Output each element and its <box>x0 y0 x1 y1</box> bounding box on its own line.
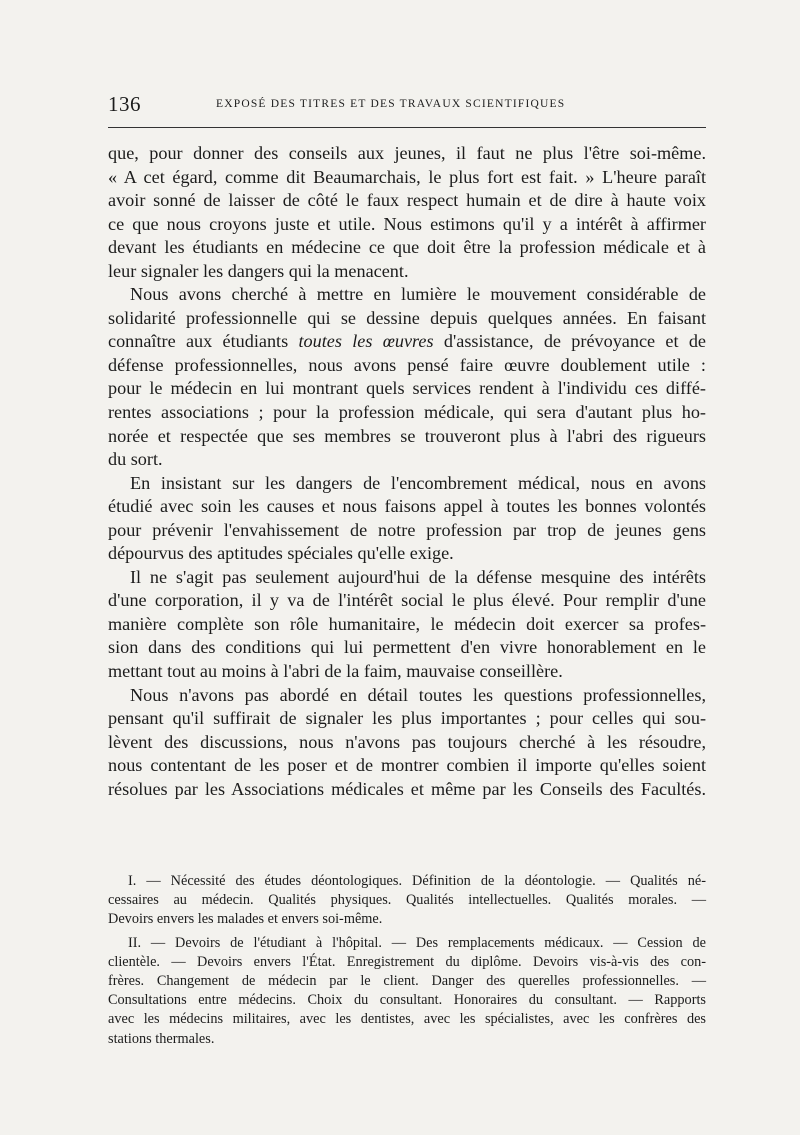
text-fragment: d'assistance, de prévoyance et de <box>433 331 707 352</box>
text-line: étudié avec soin les causes et nous faisons appel à toutes les bonnes volontés <box>108 496 706 517</box>
text-line: devant les étudiants en médecine ce que doit être la profession médicale et à <box>108 237 706 258</box>
text-line: mettant tout au moins à l'abri de la faim, mauvaise conseillère. <box>108 661 563 682</box>
text-line: dépourvus des aptitudes spéciales qu'elle exige. <box>108 543 454 564</box>
paragraph <box>108 283 706 471</box>
paragraph <box>108 472 706 566</box>
text-line: solidarité professionnelle qui se dessine depuis quelques années. En faisant <box>108 307 706 328</box>
italic-phrase: toutes les œuvres <box>298 331 434 352</box>
text-line: rentes associations ; pour la profession médicale, qui sera d'autant plus ho- <box>108 402 706 423</box>
footnote-line: avec les médecins militaires, avec les dentistes, avec les spécialistes, avec les confrères des <box>108 1011 706 1028</box>
footnote-line: stations thermales. <box>108 1030 215 1047</box>
text-line: lèvent des discussions, nous n'avons pas toujours cherché à les résoudre, <box>108 731 706 752</box>
text-line: Nous avons cherché à mettre en lumière le mouvement considérable de <box>130 284 706 305</box>
text-line: « A cet égard, comme dit Beaumarchais, le plus fort est fait. » L'heure paraît <box>108 166 706 187</box>
text-line: Il ne s'agit pas seulement aujourd'hui de la défense mesquine des intérêts <box>130 566 706 587</box>
text-line: pour prévenir l'envahissement de notre profession par trop de jeunes gens <box>108 519 706 540</box>
text-line: sion dans des conditions qui lui permettent d'en vivre honorablement en le <box>108 637 706 658</box>
footnote <box>108 934 706 1049</box>
text-line: manière complète son rôle humanitaire, le médecin doit exercer sa profes- <box>108 613 706 634</box>
paragraph <box>108 566 706 684</box>
page-header <box>108 90 706 120</box>
footnote-line: Consultations entre médecins. Choix du consultant. Honoraires du consultant. — Rapports <box>108 992 706 1009</box>
footnote <box>108 872 706 930</box>
text-line: pour le médecin en lui montrant quels services rendent à l'individu ces diffé- <box>108 378 706 399</box>
paragraph <box>108 142 706 283</box>
text-line: En insistant sur les dangers de l'encombrement médical, nous en avons <box>130 472 706 493</box>
text-line-with-italic <box>108 330 706 354</box>
text-line: du sort. <box>108 449 163 470</box>
text-line: résolues par les Associations médicales et même par les Conseils des Facultés. <box>108 778 706 799</box>
page-number: 136 <box>108 92 141 116</box>
text-line: d'une corporation, il y va de l'intérêt social le plus élevé. Pour remplir d'une <box>108 590 706 611</box>
text-line: Nous n'avons pas abordé en détail toutes les questions professionnelles, <box>130 684 706 705</box>
footnote-line: frères. Changement de médecin par le client. Danger des querelles professionnelles. — <box>108 972 706 989</box>
text-line: ce que nous croyons juste et utile. Nous estimons qu'il y a intérêt à affirmer <box>108 213 706 234</box>
text-line: avoir sonné de laisser de côté le faux respect humain et de dire à haute voix <box>108 190 706 211</box>
body-text <box>108 142 706 801</box>
text-line: défense professionnelles, nous avons pensé faire œuvre doublement utile : <box>108 354 706 375</box>
footnote-line: clientèle. — Devoirs envers l'État. Enregistrement du diplôme. Devoirs vis-à-vis des con- <box>108 953 706 970</box>
footnote-line: I. — Nécessité des études déontologiques. Définition de la déontologie. — Qualités né- <box>128 873 706 889</box>
footnotes <box>108 872 706 1049</box>
text-line: que, pour donner des conseils aux jeunes, il faut ne plus l'être soi-même. <box>108 143 706 163</box>
paragraph <box>108 684 706 802</box>
text-line: norée et respectée que ses membres se trouveront plus à l'abri des rigueurs <box>108 425 706 446</box>
text-line: leur signaler les dangers qui la menacent. <box>108 260 409 281</box>
text-line: nous contentant de les poser et de montrer combien il importe qu'elles soient <box>108 755 706 776</box>
footnote-line: II. — Devoirs de l'étudiant à l'hôpital. — Des remplacements médicaux. — Cession de <box>128 934 706 951</box>
footnote-line: Devoirs envers les malades et envers soi-même. <box>108 911 383 928</box>
text-line: pensant qu'il suffirait de signaler les plus importantes ; pour celles qui sou- <box>108 708 706 729</box>
header-rule <box>108 127 706 128</box>
running-title: EXPOSÉ DES TITRES ET DES TRAVAUX SCIENTIFIQUES <box>216 98 566 110</box>
text-fragment: connaître aux étudiants <box>108 331 299 352</box>
footnote-line: cessaires au médecin. Qualités physiques. Qualités intellectuelles. Qualités morales. — <box>108 892 706 909</box>
